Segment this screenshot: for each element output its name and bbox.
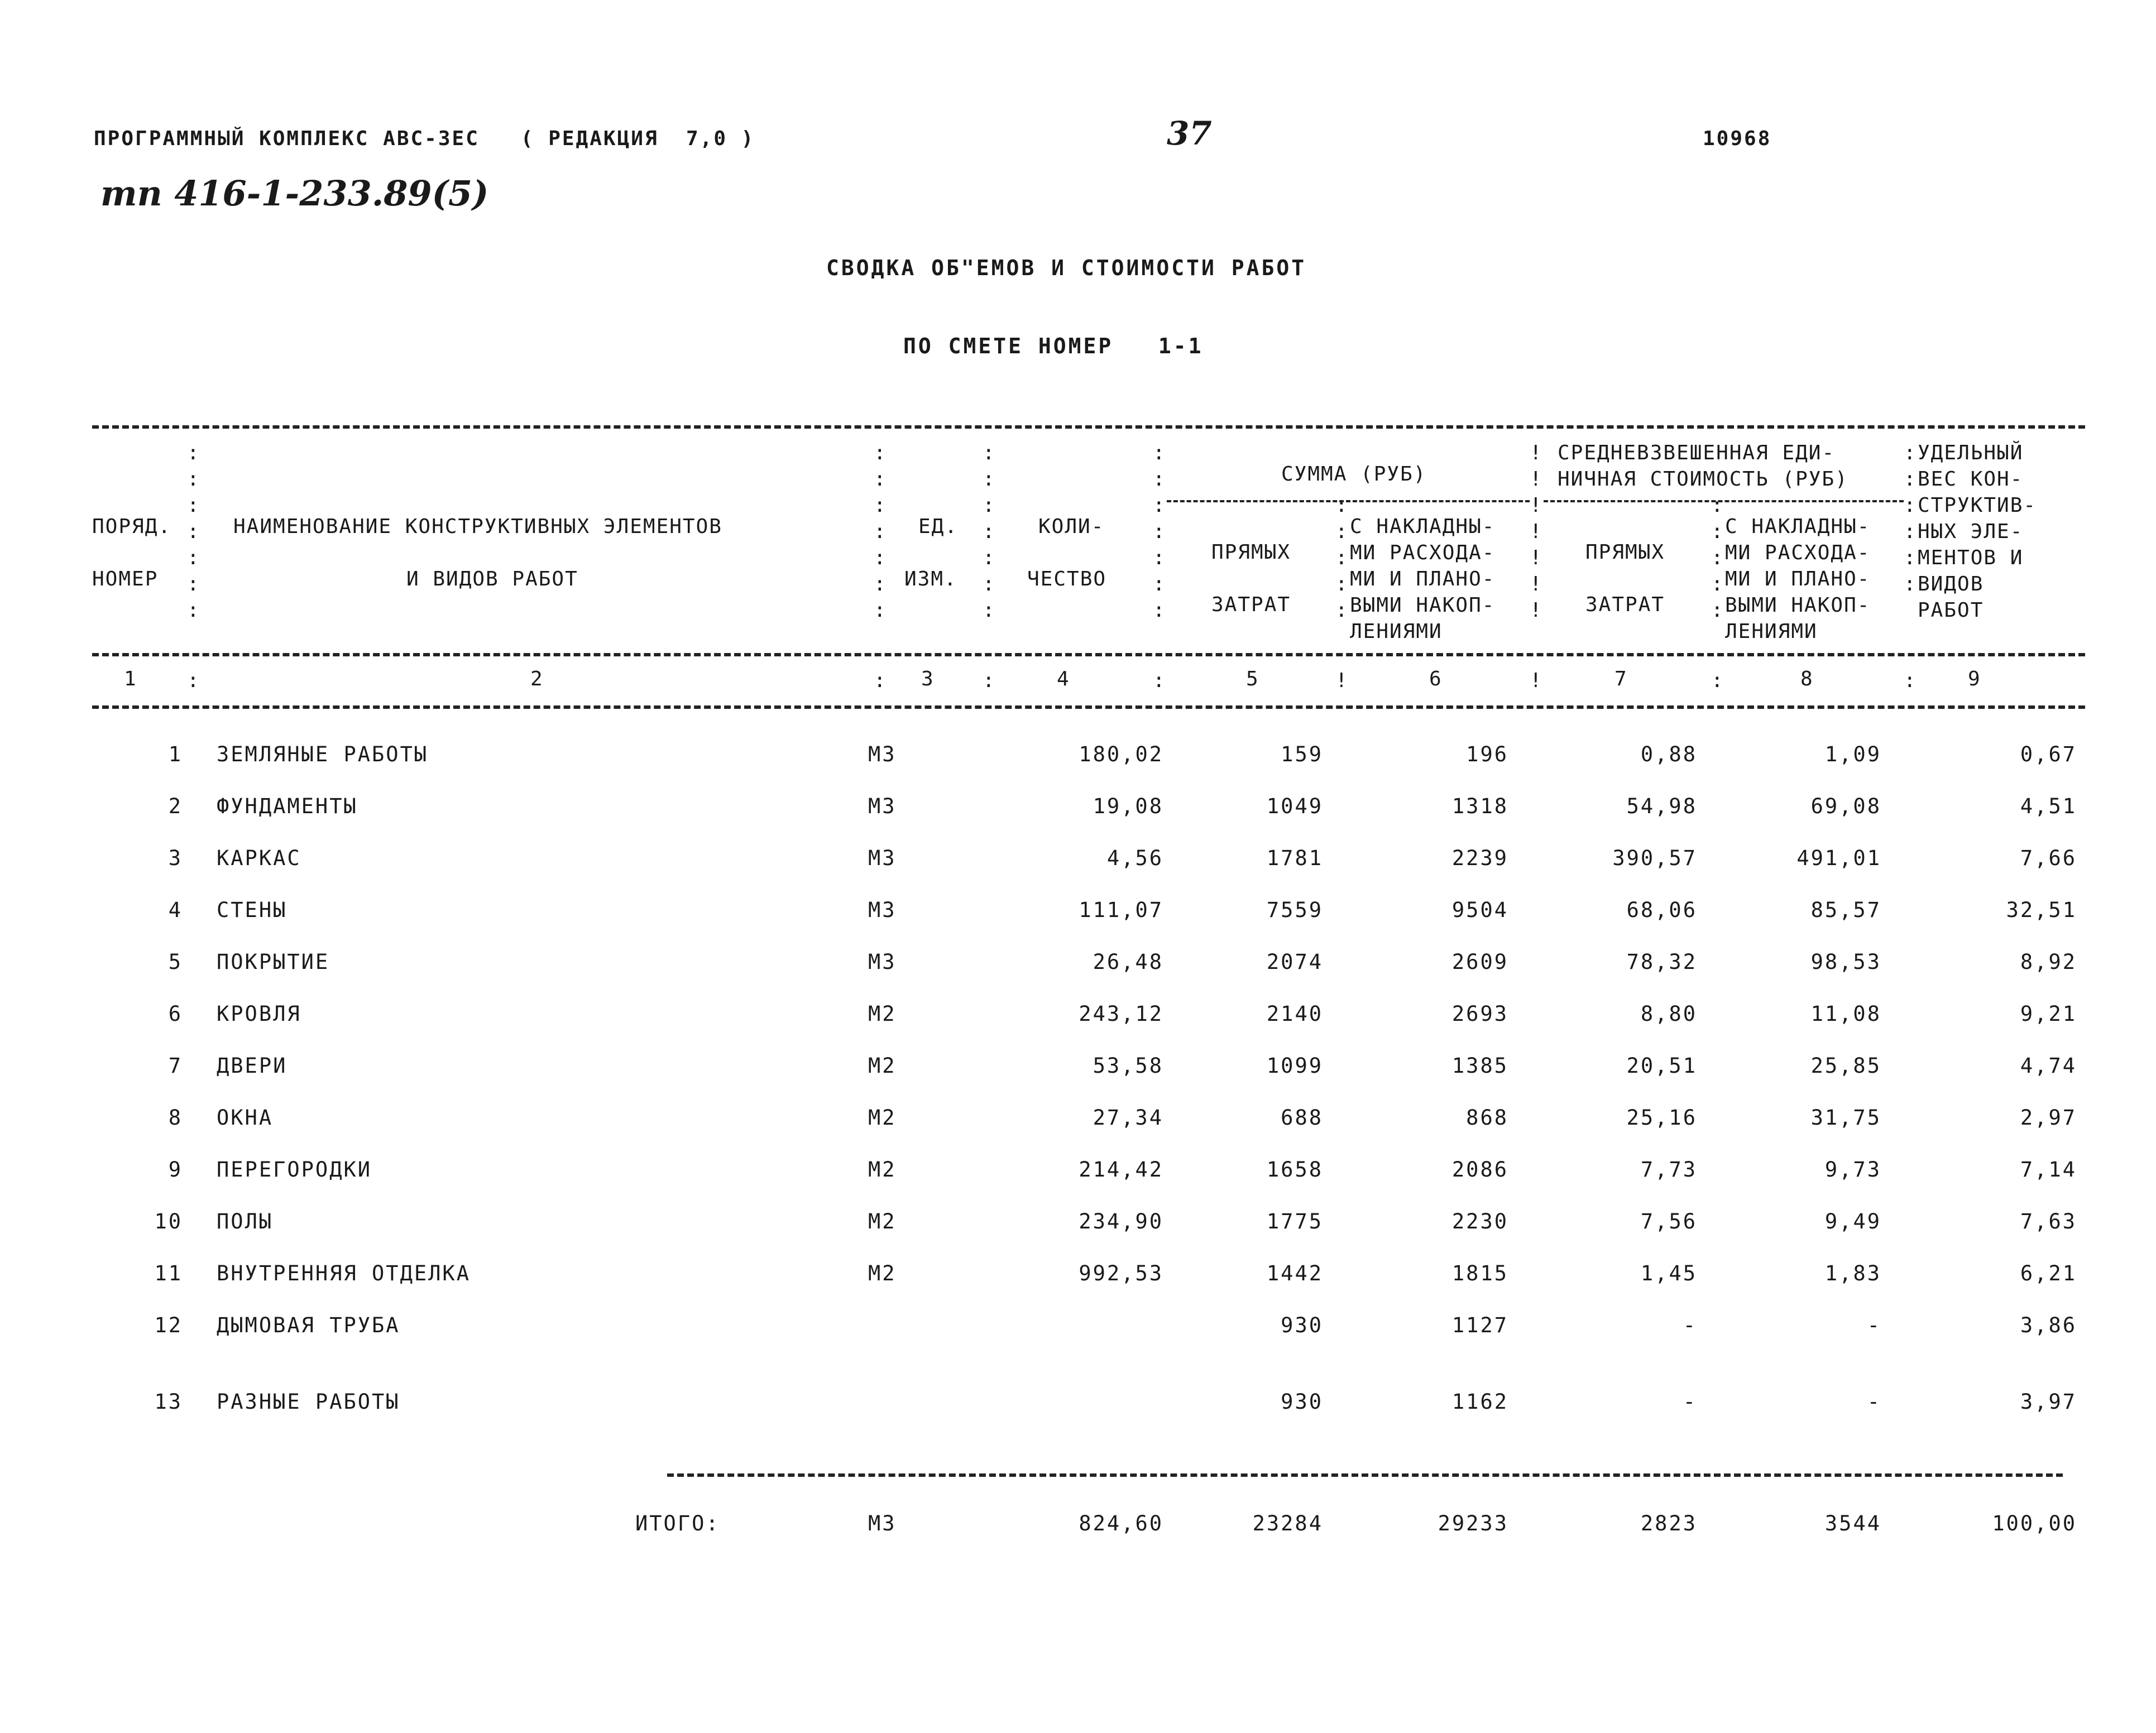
- row-number: 4: [168, 898, 183, 922]
- row-qty: 992,53: [1079, 1261, 1163, 1285]
- col-separator: ! ! ! ! ! ! !: [1530, 441, 1542, 622]
- row-overhead: 1318: [1451, 794, 1508, 818]
- row-name: ДЫМОВАЯ ТРУБА: [217, 1313, 400, 1337]
- row-unit: М3: [868, 950, 897, 974]
- row-avg-direct: 390,57: [1612, 846, 1697, 870]
- row-number: 7: [168, 1054, 183, 1078]
- column-number: 8: [1800, 668, 1813, 690]
- row-overhead: 2239: [1451, 846, 1508, 870]
- col-separator: : : : : :: [1711, 494, 1723, 622]
- row-direct: 1099: [1266, 1054, 1323, 1078]
- row-name: ПОКРЫТИЕ: [217, 950, 330, 974]
- table-row: [0, 742, 2156, 776]
- row-avg-direct: 68,06: [1626, 898, 1697, 922]
- header-avg-group-line1: СРЕДНЕВЗВЕШЕННАЯ ЕДИ-: [1558, 441, 1836, 464]
- row-unit: М2: [868, 1106, 897, 1130]
- row-direct: 1049: [1266, 794, 1323, 818]
- row-name: ПЕРЕГОРОДКИ: [217, 1158, 372, 1182]
- header-name-line2: И ВИДОВ РАБОТ: [406, 568, 578, 591]
- header-share-line2: ВЕС КОН-: [1918, 468, 2024, 491]
- row-avg-direct: -: [1683, 1390, 1697, 1414]
- row-overhead: 2086: [1451, 1158, 1508, 1182]
- total-avg-overhead: 3544: [1824, 1511, 1881, 1535]
- row-number: 2: [168, 794, 183, 818]
- column-number: 6: [1429, 668, 1441, 690]
- table-row: [0, 1390, 2156, 1423]
- row-avg-direct: -: [1683, 1313, 1697, 1337]
- header-sum-overhead-line2: МИ РАСХОДА-: [1350, 541, 1496, 564]
- column-number: 3: [921, 668, 933, 690]
- table-row: [0, 898, 2156, 932]
- header-share-line5: МЕНТОВ И: [1918, 546, 2024, 569]
- row-avg-direct: 78,32: [1626, 950, 1697, 974]
- row-avg-overhead: 31,75: [1810, 1106, 1881, 1130]
- table-row: [0, 1002, 2156, 1035]
- row-avg-overhead: 491,01: [1796, 846, 1881, 870]
- row-share: 3,97: [2020, 1390, 2077, 1414]
- header-sum-overhead-line5: ЛЕНИЯМИ: [1350, 620, 1443, 643]
- table-row: [0, 950, 2156, 983]
- table-row: [0, 1209, 2156, 1243]
- row-number: 13: [154, 1390, 183, 1414]
- total-avg-direct: 2823: [1640, 1511, 1697, 1535]
- row-overhead: 1815: [1451, 1261, 1508, 1285]
- row-unit: М2: [868, 1158, 897, 1182]
- row-avg-direct: 7,73: [1640, 1158, 1697, 1182]
- row-avg-overhead: -: [1867, 1313, 1881, 1337]
- row-qty: 214,42: [1079, 1158, 1163, 1182]
- col-separator: :: [874, 669, 886, 692]
- row-overhead: 868: [1466, 1106, 1508, 1130]
- row-overhead: 1127: [1451, 1313, 1508, 1337]
- page-number: 37: [1167, 114, 1212, 152]
- row-overhead: 9504: [1451, 898, 1508, 922]
- column-number: 5: [1246, 668, 1258, 690]
- row-avg-direct: 8,80: [1640, 1002, 1697, 1026]
- table-row: [0, 1261, 2156, 1295]
- row-share: 4,74: [2020, 1054, 2077, 1078]
- total-label: ИТОГО:: [635, 1511, 720, 1535]
- row-number: 6: [168, 1002, 183, 1026]
- row-avg-overhead: 9,73: [1824, 1158, 1881, 1182]
- header-name-line1: НАИМЕНОВАНИЕ КОНСТРУКТИВНЫХ ЭЛЕМЕНТОВ: [233, 515, 722, 538]
- col-separator: : : : : : : :: [187, 441, 199, 622]
- row-unit: М2: [868, 1261, 897, 1285]
- header-sum-overhead-line3: МИ И ПЛАНО-: [1350, 568, 1496, 591]
- row-direct: 2074: [1266, 950, 1323, 974]
- row-name: РАЗНЫЕ РАБОТЫ: [217, 1390, 400, 1414]
- project-code: тп 416-1-233.89(5): [100, 173, 489, 214]
- row-qty: 111,07: [1079, 898, 1163, 922]
- row-overhead: 2693: [1451, 1002, 1508, 1026]
- col-separator: : : : : : : :: [983, 441, 995, 622]
- row-overhead: 2609: [1451, 950, 1508, 974]
- row-share: 7,63: [2020, 1209, 2077, 1233]
- table-row: [0, 794, 2156, 828]
- col-separator: : : : : :: [1335, 494, 1348, 622]
- row-name: КРОВЛЯ: [217, 1002, 301, 1026]
- row-name: ОКНА: [217, 1106, 274, 1130]
- header-mid-rule: [92, 653, 2085, 656]
- total-direct: 23284: [1252, 1511, 1323, 1535]
- row-unit: М3: [868, 898, 897, 922]
- row-share: 4,51: [2020, 794, 2077, 818]
- row-direct: 159: [1281, 742, 1323, 766]
- row-number: 8: [168, 1106, 183, 1130]
- header-avg-overhead-line5: ЛЕНИЯМИ: [1725, 620, 1818, 643]
- header-sum-overhead-line4: ВЫМИ НАКОП-: [1350, 594, 1496, 617]
- col-separator: : : : : : : :: [874, 441, 886, 622]
- row-direct: 1781: [1266, 846, 1323, 870]
- row-unit: М3: [868, 846, 897, 870]
- header-avg-overhead-line4: ВЫМИ НАКОП-: [1725, 594, 1871, 617]
- row-avg-overhead: 98,53: [1810, 950, 1881, 974]
- row-avg-overhead: 85,57: [1810, 898, 1881, 922]
- row-number: 3: [168, 846, 183, 870]
- row-qty: 53,58: [1093, 1054, 1163, 1078]
- row-qty: 26,48: [1093, 950, 1163, 974]
- table-row: [0, 1106, 2156, 1139]
- row-number: 10: [154, 1209, 183, 1233]
- row-avg-direct: 54,98: [1626, 794, 1697, 818]
- row-direct: 1658: [1266, 1158, 1323, 1182]
- row-overhead: 1385: [1451, 1054, 1508, 1078]
- column-number: 9: [1968, 668, 1980, 690]
- row-name: ЗЕМЛЯНЫЕ РАБОТЫ: [217, 742, 429, 766]
- row-name: СТЕНЫ: [217, 898, 288, 922]
- row-overhead: 1162: [1451, 1390, 1508, 1414]
- row-name: КАРКАС: [217, 846, 301, 870]
- row-direct: 688: [1281, 1106, 1323, 1130]
- row-avg-overhead: 1,09: [1824, 742, 1881, 766]
- row-direct: 930: [1281, 1313, 1323, 1337]
- header-avg-overhead-line2: МИ РАСХОДА-: [1725, 541, 1871, 564]
- row-number: 12: [154, 1313, 183, 1337]
- header-qty-line1: КОЛИ-: [1038, 515, 1105, 538]
- header-share-line3: СТРУКТИВ-: [1918, 494, 2037, 517]
- row-direct: 1442: [1266, 1261, 1323, 1285]
- row-qty: 180,02: [1079, 742, 1163, 766]
- row-share: 6,21: [2020, 1261, 2077, 1285]
- header-avg-overhead-line1: С НАКЛАДНЫ-: [1725, 515, 1871, 538]
- row-name: ВНУТРЕННЯЯ ОТДЕЛКА: [217, 1261, 471, 1285]
- row-qty: 234,90: [1079, 1209, 1163, 1233]
- row-avg-direct: 7,56: [1640, 1209, 1697, 1233]
- column-number: 4: [1057, 668, 1069, 690]
- row-number: 5: [168, 950, 183, 974]
- row-qty: 4,56: [1106, 846, 1163, 870]
- row-unit: М3: [868, 742, 897, 766]
- header-avg-rule: [1544, 500, 1904, 502]
- page-title: СВОДКА ОБ"ЕМОВ И СТОИМОСТИ РАБОТ: [826, 256, 1307, 280]
- header-sum-direct-line1: ПРЯМЫХ: [1211, 541, 1291, 564]
- col-separator: :: [983, 669, 995, 692]
- total-row: [0, 1511, 2156, 1545]
- col-separator: : : : : : :: [1904, 441, 1916, 596]
- row-direct: 2140: [1266, 1002, 1323, 1026]
- row-direct: 1775: [1266, 1209, 1323, 1233]
- header-num-line1: ПОРЯД.: [92, 515, 172, 538]
- row-share: 32,51: [2006, 898, 2077, 922]
- table-row: [0, 1313, 2156, 1347]
- row-unit: М2: [868, 1054, 897, 1078]
- table-row: [0, 1158, 2156, 1191]
- col-separator: !: [1530, 669, 1542, 692]
- table-row: [0, 846, 2156, 880]
- row-share: 2,97: [2020, 1106, 2077, 1130]
- row-qty: 243,12: [1079, 1002, 1163, 1026]
- row-avg-direct: 25,16: [1626, 1106, 1697, 1130]
- header-avg-direct-line2: ЗАТРАТ: [1585, 593, 1665, 616]
- row-overhead: 196: [1466, 742, 1508, 766]
- row-share: 8,92: [2020, 950, 2077, 974]
- row-share: 9,21: [2020, 1002, 2077, 1026]
- col-separator: !: [1335, 669, 1348, 692]
- row-avg-overhead: 9,49: [1824, 1209, 1881, 1233]
- row-number: 9: [168, 1158, 183, 1182]
- row-share: 3,86: [2020, 1313, 2077, 1337]
- total-overhead: 29233: [1438, 1511, 1508, 1535]
- column-number: 7: [1614, 668, 1627, 690]
- header-bottom-rule: [92, 705, 2085, 709]
- header-num-line2: НОМЕР: [92, 568, 159, 591]
- total-rule: [667, 1473, 2063, 1477]
- row-number: 1: [168, 742, 183, 766]
- header-avg-group-line2: НИЧНАЯ СТОИМОСТЬ (РУБ): [1558, 468, 1848, 491]
- page-subtitle: ПО СМЕТЕ НОМЕР 1-1: [903, 334, 1204, 358]
- row-name: ДВЕРИ: [217, 1054, 288, 1078]
- table-row: [0, 1054, 2156, 1087]
- row-unit: М2: [868, 1209, 897, 1233]
- col-separator: :: [1904, 669, 1916, 692]
- header-share-line4: НЫХ ЭЛЕ-: [1918, 520, 2024, 543]
- row-direct: 930: [1281, 1390, 1323, 1414]
- row-avg-overhead: 11,08: [1810, 1002, 1881, 1026]
- row-unit: М3: [868, 794, 897, 818]
- total-unit: М3: [868, 1511, 897, 1535]
- header-unit-line2: ИЗМ.: [904, 568, 957, 591]
- col-separator: :: [1711, 669, 1723, 692]
- row-avg-direct: 20,51: [1626, 1054, 1697, 1078]
- col-separator: :: [1153, 669, 1165, 692]
- row-unit: М2: [868, 1002, 897, 1026]
- row-qty: 19,08: [1093, 794, 1163, 818]
- column-number: 2: [530, 668, 543, 690]
- header-sum-overhead-line1: С НАКЛАДНЫ-: [1350, 515, 1496, 538]
- header-avg-overhead-line3: МИ И ПЛАНО-: [1725, 568, 1871, 591]
- row-direct: 7559: [1266, 898, 1323, 922]
- header-sum-rule: [1167, 500, 1530, 502]
- header-share-line1: УДЕЛЬНЫЙ: [1918, 441, 2024, 464]
- row-avg-direct: 1,45: [1640, 1261, 1697, 1285]
- row-avg-overhead: 1,83: [1824, 1261, 1881, 1285]
- header-share-line7: РАБОТ: [1918, 599, 1984, 622]
- program-name: ПРОГРАММНЫЙ КОМПЛЕКС АВС-3ЕС ( РЕДАКЦИЯ 7,0 ): [94, 127, 755, 150]
- column-number: 1: [124, 668, 136, 690]
- row-share: 0,67: [2020, 742, 2077, 766]
- col-separator: : : : : : : :: [1153, 441, 1165, 622]
- row-avg-overhead: 25,85: [1810, 1054, 1881, 1078]
- row-share: 7,66: [2020, 846, 2077, 870]
- row-avg-direct: 0,88: [1640, 742, 1697, 766]
- header-qty-line2: ЧЕСТВО: [1027, 568, 1107, 591]
- row-number: 11: [154, 1261, 183, 1285]
- row-avg-overhead: 69,08: [1810, 794, 1881, 818]
- row-avg-overhead: -: [1867, 1390, 1881, 1414]
- header-sum-direct-line2: ЗАТРАТ: [1211, 593, 1291, 616]
- header-share-line6: ВИДОВ: [1918, 573, 1984, 596]
- header-top-rule: [92, 425, 2085, 429]
- row-name: ФУНДАМЕНТЫ: [217, 794, 358, 818]
- document-code: 10968: [1703, 127, 1772, 150]
- header-unit-line1: ЕД.: [918, 515, 959, 538]
- row-share: 7,14: [2020, 1158, 2077, 1182]
- row-overhead: 2230: [1451, 1209, 1508, 1233]
- total-share: 100,00: [1992, 1511, 2077, 1535]
- row-name: ПОЛЫ: [217, 1209, 274, 1233]
- header-avg-direct-line1: ПРЯМЫХ: [1585, 541, 1665, 564]
- row-qty: 27,34: [1093, 1106, 1163, 1130]
- total-qty: 824,60: [1079, 1511, 1163, 1535]
- header-sum-group: СУММА (РУБ): [1281, 463, 1427, 486]
- col-separator: :: [187, 669, 199, 692]
